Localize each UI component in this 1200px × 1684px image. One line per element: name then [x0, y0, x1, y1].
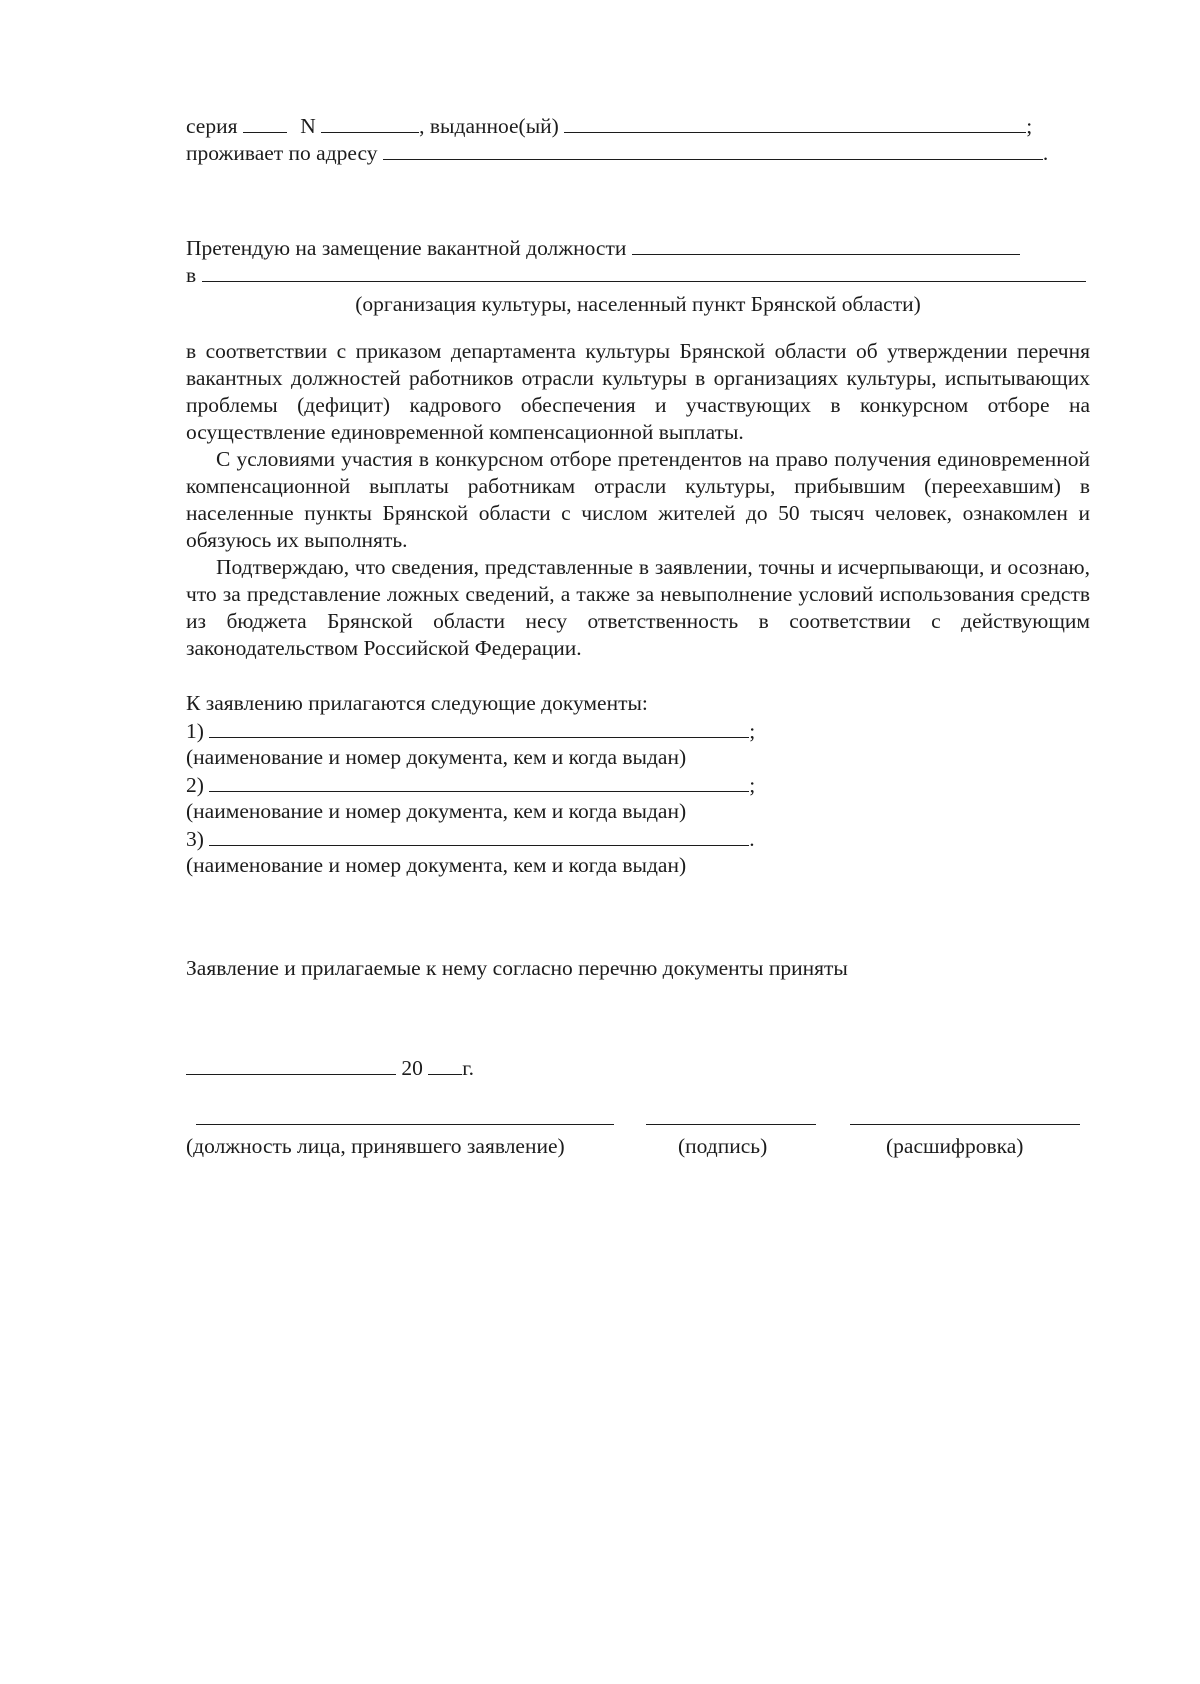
- attachment-item-2: [186, 771, 755, 799]
- date-blank[interactable]: [186, 1054, 396, 1075]
- date-line: [186, 1054, 474, 1082]
- attachment-blank[interactable]: [209, 825, 749, 846]
- number-label: N: [300, 114, 316, 138]
- address-label: проживает по адресу: [186, 141, 378, 165]
- vacancy-blank[interactable]: [632, 234, 1020, 255]
- organization-caption: (организация культуры, населенный пункт Брянской области): [355, 292, 921, 316]
- signature-line[interactable]: [646, 1124, 816, 1125]
- attachment-end: ;: [749, 773, 756, 797]
- issued-blank[interactable]: [564, 112, 1026, 133]
- year-prefix: 20: [401, 1056, 423, 1080]
- address-line: [186, 139, 1048, 167]
- signature-caption: (подпись): [678, 1134, 768, 1158]
- attachment-number: 1): [186, 719, 204, 743]
- position-caption: (должность лица, принявшего заявление): [186, 1134, 565, 1158]
- vacancy-label: Претендую на замещение вакантной должности: [186, 236, 627, 260]
- attachment-number: 3): [186, 827, 204, 851]
- year-blank[interactable]: [428, 1054, 462, 1075]
- series-label: серия: [186, 114, 238, 138]
- issued-end: ;: [1026, 114, 1033, 138]
- attachment-end: .: [749, 827, 755, 851]
- organization-line: [186, 261, 1086, 289]
- address-end: .: [1042, 141, 1049, 165]
- attachment-caption: (наименование и номер документа, кем и когда выдан): [186, 853, 687, 877]
- issued-label: , выданное(ый): [419, 114, 559, 138]
- attachment-blank[interactable]: [209, 717, 749, 738]
- decoding-line[interactable]: [850, 1124, 1080, 1125]
- attachment-end: ;: [749, 719, 756, 743]
- year-suffix: г.: [462, 1056, 475, 1080]
- decoding-caption: (расшифровка): [886, 1134, 1024, 1158]
- paragraph-order: в соответствии с приказом департамента культуры Брянской области об утверждении перечня вакантных должностей работников отрасли культуры в организациях культуры, испытывающих проблемы (дефицит) кадрового обеспечения и участвующих в конкурсном отборе на осуществление единовременной компенсационной выплаты.: [186, 339, 1090, 444]
- passport-line: [186, 112, 1032, 140]
- address-blank[interactable]: [383, 139, 1043, 160]
- vacancy-line: [186, 234, 1020, 262]
- attachment-number: 2): [186, 773, 204, 797]
- attachment-item-1: [186, 717, 755, 745]
- acceptance-text: Заявление и прилагаемые к нему согласно перечню документы приняты: [186, 956, 848, 980]
- attachment-caption: (наименование и номер документа, кем и когда выдан): [186, 745, 687, 769]
- in-label: в: [186, 263, 197, 287]
- series-blank[interactable]: [243, 112, 287, 133]
- position-line[interactable]: [196, 1124, 614, 1125]
- paragraph-conditions: С условиями участия в конкурсном отборе претендентов на право получения единовременной компенсационной выплаты работникам отрасли культуры, прибывшим (переехавшим) в населенные пункты Брянской области с числом жителей до 50 тысяч человек, ознакомлен и обязуюсь их выполнять.: [186, 447, 1090, 552]
- organization-blank[interactable]: [202, 261, 1086, 282]
- attachment-caption: (наименование и номер документа, кем и когда выдан): [186, 799, 687, 823]
- attachment-item-3: [186, 825, 755, 853]
- paragraph-confirmation: Подтверждаю, что сведения, представленные в заявлении, точны и исчерпывающи, и осознаю, что за представление ложных сведений, а также за невыполнение условий использования средств из бюджета Брянской области несу ответственность в соответствии с действующим законодательством Российской Федерации.: [186, 555, 1090, 660]
- number-blank[interactable]: [321, 112, 419, 133]
- attachment-blank[interactable]: [209, 771, 749, 792]
- attachments-intro: К заявлению прилагаются следующие документы:: [186, 691, 648, 715]
